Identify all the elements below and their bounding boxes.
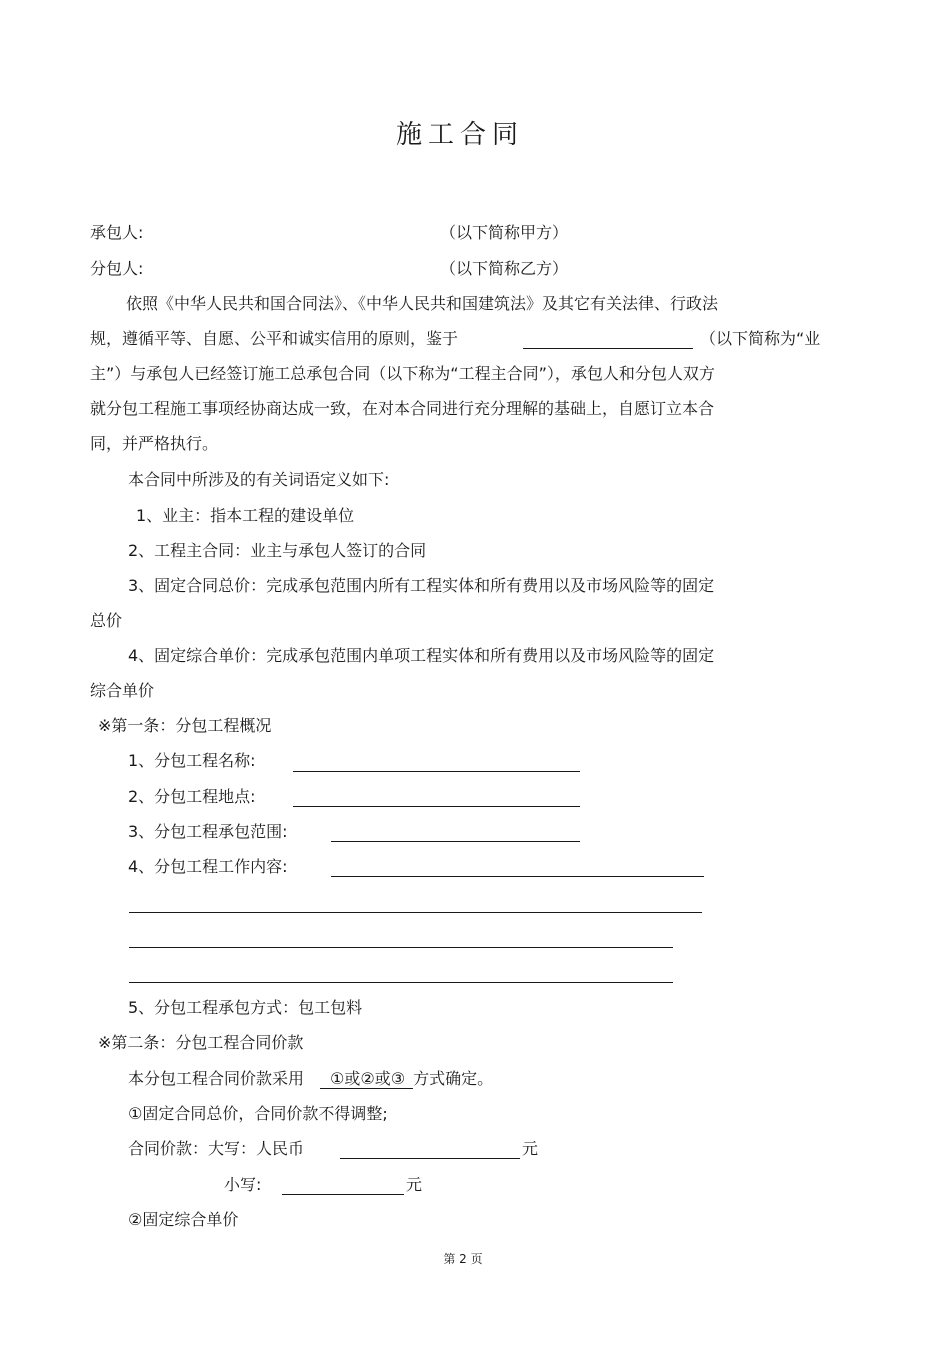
definition-4: 4、固定综合单价：完成承包范围内单项工程实体和所有费用以及市场风险等的固定 xyxy=(128,646,715,665)
intro-line-5: 同，并严格执行。 xyxy=(90,434,219,453)
project-name-label: 1、分包工程名称: xyxy=(128,751,256,770)
article-2-heading: ※第二条：分包工程合同价款 xyxy=(98,1033,304,1052)
project-scope-blank xyxy=(331,841,580,842)
work-content-blank-4 xyxy=(129,982,673,983)
price-small-blank xyxy=(282,1194,404,1195)
intro-line-4: 就分包工程施工事项经协商达成一致，在对本合同进行充分理解的基础上，自愿订立本合 xyxy=(90,399,715,418)
project-name-blank xyxy=(293,771,580,772)
subcontractor-suffix: （以下简称乙方） xyxy=(440,259,569,278)
project-location-blank xyxy=(293,806,580,807)
page-title: 施工合同 xyxy=(395,120,524,150)
contract-method: 5、分包工程承包方式：包工包料 xyxy=(128,998,363,1017)
option-1: ①固定合同总价，合同价款不得调整; xyxy=(128,1104,388,1123)
work-content-blank-1 xyxy=(331,876,704,877)
project-location-label: 2、分包工程地点: xyxy=(128,787,256,806)
price-method-suffix: 方式确定。 xyxy=(413,1069,494,1088)
intro-line-3: 主”）与承包人已经签订施工总承包合同（以下称为“工程主合同”），承包人和分包人双方 xyxy=(90,364,715,383)
definition-4-cont: 综合单价 xyxy=(90,681,155,700)
price-capital-blank xyxy=(340,1158,520,1159)
page-number: 第 2 页 xyxy=(443,1252,483,1266)
intro-line-1: 依照《中华人民共和国合同法》、《中华人民共和国建筑法》及其它有关法律、行政法 xyxy=(126,294,719,313)
project-scope-label: 3、分包工程承包范围: xyxy=(128,822,288,841)
definition-3-cont: 总价 xyxy=(90,611,123,630)
price-small-label: 小写: xyxy=(224,1175,262,1194)
definition-2: 2、工程主合同：业主与承包人签订的合同 xyxy=(128,541,427,560)
definition-1: 1、业主：指本工程的建设单位 xyxy=(136,506,355,525)
price-capital-unit: 元 xyxy=(522,1139,539,1158)
subcontractor-label: 分包人: xyxy=(90,259,144,278)
price-method-line xyxy=(128,1069,493,1089)
intro-line-2b: （以下简称为“业 xyxy=(700,329,821,348)
definition-3: 3、固定合同总价：完成承包范围内所有工程实体和所有费用以及市场风险等的固定 xyxy=(128,576,715,595)
option-2: ②固定综合单价 xyxy=(128,1210,239,1229)
intro-line-2a: 规，遵循平等、自愿、公平和诚实信用的原则，鉴于 xyxy=(90,329,459,348)
price-method-prefix: 本分包工程合同价款采用 xyxy=(128,1069,305,1088)
price-method-value: ①或②或③ xyxy=(320,1069,413,1089)
work-content-label: 4、分包工程工作内容: xyxy=(128,857,288,876)
price-small-unit: 元 xyxy=(406,1175,423,1194)
work-content-blank-2 xyxy=(129,912,702,913)
price-capital-label: 合同价款：大写：人民币 xyxy=(128,1139,305,1158)
owner-name-blank xyxy=(523,348,693,349)
definitions-heading: 本合同中所涉及的有关词语定义如下: xyxy=(128,470,390,489)
contractor-suffix: （以下简称甲方） xyxy=(440,223,569,242)
article-1-heading: ※第一条：分包工程概况 xyxy=(98,716,272,735)
work-content-blank-3 xyxy=(129,947,673,948)
contractor-label: 承包人: xyxy=(90,223,144,242)
